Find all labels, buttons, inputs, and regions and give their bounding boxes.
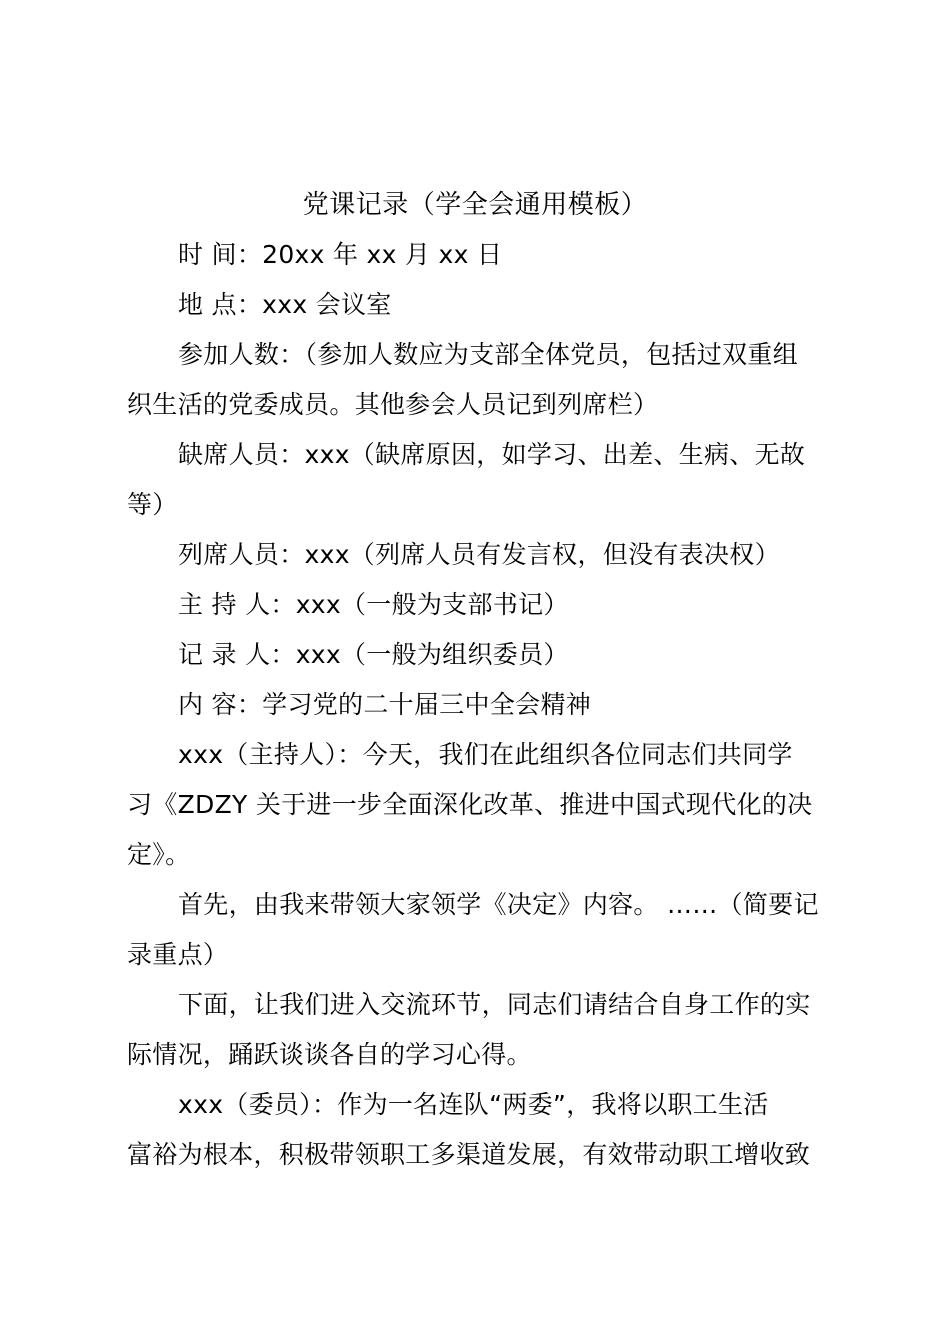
meeting-location-line: 地 点：xxx 会议室	[178, 290, 392, 319]
member-speech-line: xxx（委员）：作为一名连队“两委”，我将以职工生活	[178, 1090, 769, 1119]
reading-paragraph-line-continued: 录重点）	[127, 940, 229, 969]
member-speech-line-continued: 富裕为根本，积极带领职工多渠道发展，有效带动职工增收致	[127, 1140, 811, 1169]
observers-line: 列席人员：xxx（列席人员有发言权，但没有表决权）	[178, 540, 780, 569]
content-line: 内 容：学习党的二十届三中全会精神	[178, 690, 592, 719]
meeting-time-line: 时 间：20xx 年 xx 月 xx 日	[178, 240, 503, 269]
reading-paragraph-line: 首先，由我来带领大家领学《决定》内容。 ……（简要记	[178, 890, 819, 919]
attendees-line: 参加人数：（参加人数应为支部全体党员，包括过双重组	[178, 340, 799, 369]
discussion-paragraph-line: 下面，让我们进入交流环节，同志们请结合自身工作的实	[178, 990, 811, 1019]
host-speech-line-end: 定》。	[127, 840, 191, 869]
absentees-line: 缺席人员：xxx（缺席原因，如学习、出差、生病、无故	[178, 440, 806, 469]
page-title: 党课记录（学全会通用模板）	[302, 190, 648, 220]
recorder-line: 记 录 人：xxx（一般为组织委员）	[178, 640, 569, 669]
absentees-line-continued: 等）	[127, 490, 178, 519]
host-speech-line-continued: 习《ZDZY 关于进一步全面深化改革、推进中国式现代化的决	[127, 790, 813, 819]
host-speech-line: xxx（主持人）：今天，我们在此组织各位同志们共同学	[178, 740, 793, 769]
host-line: 主 持 人：xxx（一般为支部书记）	[178, 590, 569, 619]
discussion-paragraph-line-continued: 际情况，踊跃谈谈各自的学习心得。	[127, 1040, 532, 1069]
attendees-line-continued: 织生活的党委成员。其他参会人员记到列席栏）	[127, 390, 659, 419]
